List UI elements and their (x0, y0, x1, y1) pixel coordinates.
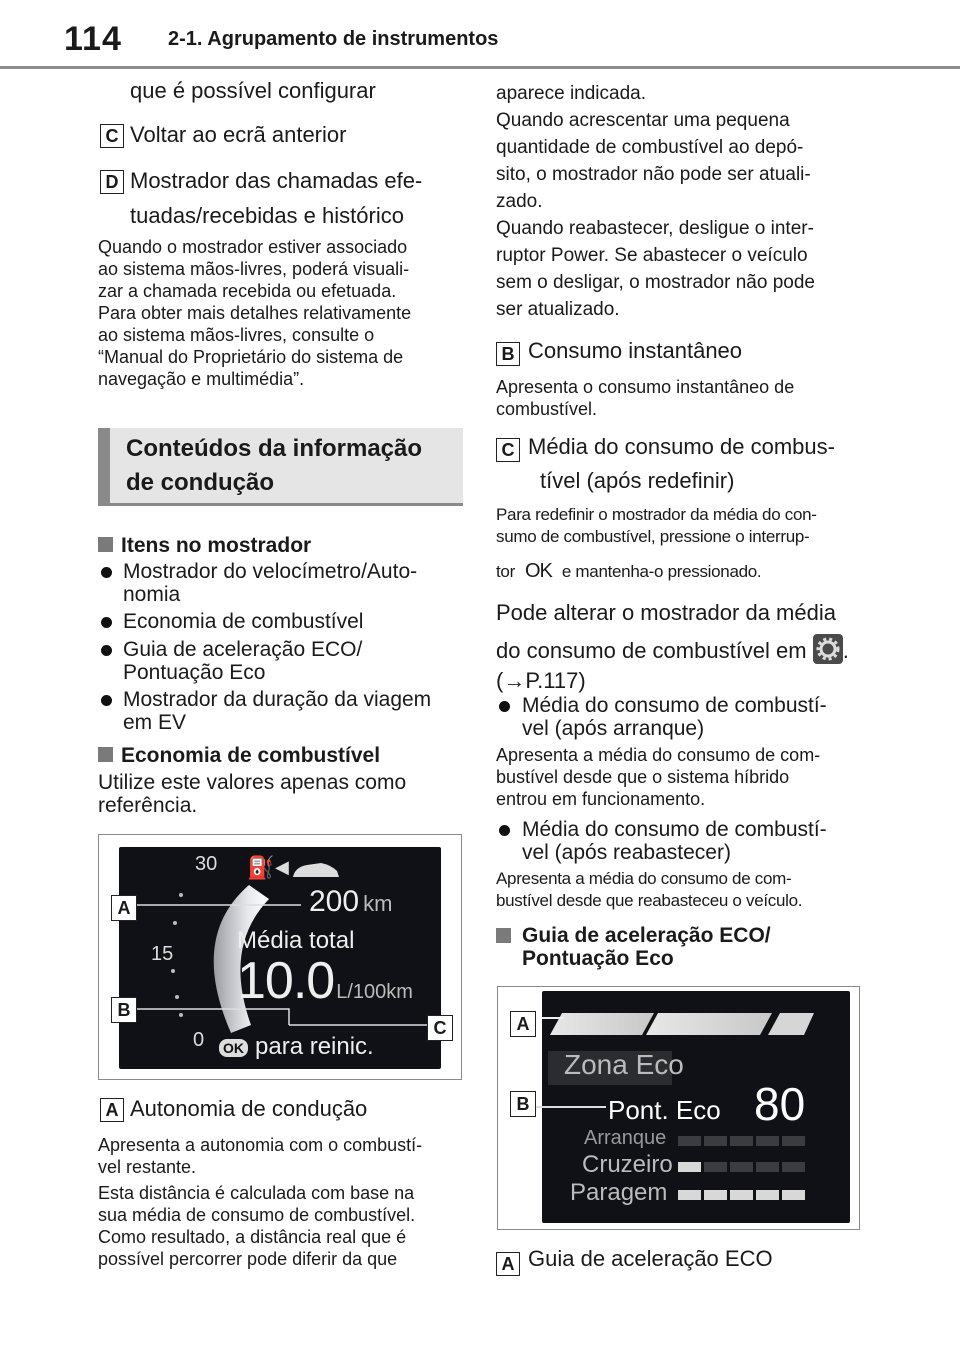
bullet-icon (101, 695, 112, 706)
key-a-badge: A (100, 1098, 124, 1122)
car-icon (291, 859, 341, 881)
range-continuation: aparece indicada. Quando acrescentar uma pequena quantidade de combustível ao depó- sito, o mostrador não pode ser atuali- zado. Quando reabastecer, desligue o inter- ruptor Power. Se abastecer o veículo sem o desligar, o mostrador não pode ser atualizado. (496, 83, 815, 320)
start-level-bar (678, 1133, 808, 1151)
gauge-label-15: 15 (151, 943, 174, 965)
eco-score-figure (497, 986, 860, 1230)
page-number: 114 (64, 20, 122, 58)
bullet-icon (499, 825, 510, 836)
average-label: Média total (237, 927, 355, 954)
range-value: 200 km (309, 885, 393, 918)
callout-c: C (427, 1015, 453, 1041)
callout-b-leader (536, 1105, 606, 1109)
level-segment (782, 1190, 805, 1200)
level-segment (756, 1136, 779, 1146)
eco-zone-label: Zona Eco (564, 1049, 684, 1080)
key-a-right-badge: A (496, 1252, 520, 1276)
continuation-line: que é possível configurar (130, 78, 376, 103)
reset-hint: para reinic. (255, 1033, 374, 1060)
level-segment (704, 1190, 727, 1200)
level-segment (704, 1162, 727, 1172)
section-title-line-1: Conteúdos da informação (126, 435, 423, 462)
range-paragraph: Apresenta a autonomia com o combustí- vel restante. Esta distância é calculada com base na sua média de consumo de combustível. Como resultado, a distância real que é possível percorrer pode diferir da que (98, 1135, 423, 1269)
average-value: 10.0 L/100km (237, 952, 413, 1010)
handsfree-paragraph: Quando o mostrador estiver associado ao sistema mãos-livres, poderá visuali- zar a chamada recebida ou efetuada. Para obter mais detalhes relativamente ao sistema mãos-livres, consulte o “Manual do Proprietário do sistema de navegação e multimédia”. (98, 237, 412, 389)
refuel-paragraph: Apresenta a média do consumo de com- bustível desde que reabasteceu o veículo. (496, 869, 803, 910)
chapter-title: 2-1. Agrupamento de instrumentos (168, 28, 499, 50)
level-segment (756, 1190, 779, 1200)
list-item: Guia de aceleração ECO/ Pontuação Eco (98, 638, 468, 688)
instant-paragraph: Apresenta o consumo instantâneo de combustível. (496, 377, 795, 419)
fuel-heading: Economia de combustível (98, 744, 380, 768)
item-c-right-label-1: Média do consumo de combus- (528, 434, 835, 459)
fuel-pump-icon: ⛽ (247, 855, 275, 880)
item-d-label-1: Mostrador das chamadas efe- (130, 168, 423, 193)
level-segment (730, 1190, 753, 1200)
level-segment (704, 1136, 727, 1146)
bullet-icon (101, 645, 112, 656)
fuel-economy-figure (98, 834, 462, 1080)
eco-score-value: 80 (754, 1078, 806, 1130)
list-item: Mostrador da duração da viagem em EV (98, 688, 468, 738)
key-d-badge: D (100, 170, 124, 194)
cruise-level-bar (678, 1159, 808, 1177)
page-reference: (→P.117) (496, 668, 586, 693)
item-b-label: Consumo instantâneo (528, 338, 743, 363)
item-d-label-2: tuadas/recebidas e histórico (130, 203, 404, 228)
key-c-right-badge: C (496, 438, 520, 462)
ok-badge: OK (219, 1039, 248, 1057)
level-segment (678, 1190, 701, 1200)
square-marker-icon (98, 747, 113, 762)
list-item: Economia de combustível (98, 610, 468, 638)
stop-label: Paragem (570, 1179, 668, 1206)
items-list (98, 560, 468, 738)
section-title-line-2: de condução (126, 469, 275, 496)
gauge-label-30: 30 (195, 853, 218, 875)
item-c-right-label-2: tível (após redefinir) (540, 468, 735, 493)
key-c-badge: C (100, 124, 124, 148)
item-c-label: Voltar ao ecrã anterior (130, 122, 347, 147)
gear-icon (813, 634, 843, 664)
fuel-economy-display (119, 847, 441, 1069)
list-item: Mostrador do velocímetro/Auto- nomia (98, 560, 468, 610)
alter-line-1: Pode alterar o mostrador da média (496, 600, 836, 625)
square-marker-icon (98, 537, 113, 552)
level-segment (678, 1136, 701, 1146)
section-heading-box (98, 428, 463, 506)
item-a-right-label: Guia de aceleração ECO (528, 1246, 773, 1271)
alter-line-2: do consumo de combustível em . (496, 634, 849, 668)
callout-a: A (510, 1011, 536, 1037)
eco-score-label: Pont. Eco (608, 1095, 721, 1125)
start-label: Arranque (584, 1127, 667, 1149)
square-marker-icon (496, 928, 511, 943)
bullet-icon (101, 617, 112, 628)
start-paragraph: Apresenta a média do consumo de com- bustível desde que o sistema híbrido entrou em funcionamento. (496, 745, 821, 809)
arrow-left-icon: ◀ (275, 857, 289, 877)
fuel-paragraph: Utilize este valores apenas como referência. (98, 771, 407, 817)
items-heading: Itens no mostrador (98, 534, 311, 558)
reset-paragraph: Para redefinir o mostrador da média do con- sumo de combustível, pressione o interrup- tor OK e mantenha-o pressionado. (496, 505, 817, 582)
ok-switch-icon: OK (524, 560, 552, 582)
header-divider (0, 66, 960, 69)
item-a-label: Autonomia de condução (130, 1096, 368, 1121)
cruise-label: Cruzeiro (582, 1151, 673, 1178)
level-segment (730, 1162, 753, 1172)
gauge-label-0: 0 (193, 1029, 205, 1051)
level-segment (730, 1136, 753, 1146)
bullet-icon (499, 701, 510, 712)
callout-b: B (510, 1091, 536, 1117)
callout-a: A (111, 895, 137, 921)
level-segment (782, 1136, 805, 1146)
level-segment (782, 1162, 805, 1172)
level-segment (678, 1162, 701, 1172)
level-segment (756, 1162, 779, 1172)
stop-level-bar (678, 1187, 808, 1205)
bullet-icon (101, 567, 112, 578)
callout-b: B (111, 997, 137, 1023)
key-b-badge: B (496, 342, 520, 366)
